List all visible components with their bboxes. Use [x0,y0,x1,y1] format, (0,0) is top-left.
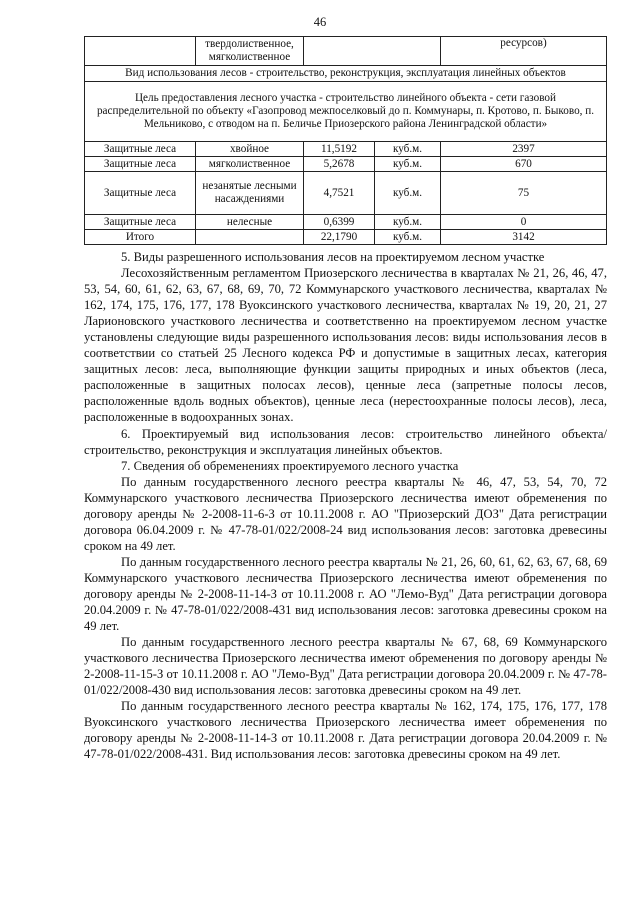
table-cell: нелесные [196,215,304,230]
table-cell: куб.м. [375,157,441,172]
table-cell: 0,6399 [304,215,375,230]
table-cell: незанятые лесными насаждениями [196,172,304,215]
table-row [85,37,607,66]
body-text [84,249,607,763]
table-row [85,172,607,215]
paragraph: По данным государственного лесного реестра кварталы № 46, 47, 53, 54, 70, 72 Коммунарского участкового лесничества Приозерского лесничества имеют обременения по договору аренды № 2-2008-11-6-З от 10.11.2008 г. АО "Приозерский ДОЗ" Дата регистрации договора 06.04.2009 г. № 47-78-01/022/2008-24 вид использования лесов: заготовка древесины сроком на 49 лет. [84,474,607,553]
table-cell: 3142 [441,230,607,245]
table-cell: Защитные леса [85,142,196,157]
section-6-heading: 6. Проектируемый вид использования лесов: строительство линейного объекта/ строительство, реконструкция и эксплуатация линейных объектов. [84,426,607,457]
paragraph: По данным государственного лесного реестра кварталы № 21, 26, 60, 61, 62, 63, 67, 68, 69 Коммунарского участкового лесничества Приозерского лесничества имеют обременения по договору аренды № 2-2008-11-14-З от 10.11.2008 г. АО "Лемо-Вуд" Дата регистрации договора 20.04.2009 г. № 47-78-01/022/2008-431 вид использования лесов: заготовка древесины сроком на 49 лет. [84,554,607,634]
paragraph: По данным государственного лесного реестра кварталы № 67, 68, 69 Коммунарского участкового лесничества Приозерского лесничества имеют обременения по договору аренды № 2-2008-11-15-З от 10.11.2008 г. АО "Лемо-Вуд" Дата регистрации договора 20.04.2009 г. № 47-78-01/022/2008-430 вид использования лесов: заготовка древесины сроком на 49 лет. [84,635,607,698]
table-cell: Защитные леса [85,172,196,215]
table-cell: ресурсов) [441,37,607,66]
table-row [85,157,607,172]
table-cell: Итого [85,230,196,245]
section-5-heading: 5. Виды разрешенного использования лесов на проектируемом лесном участке [121,250,545,264]
table-cell: 4,7521 [304,172,375,215]
table-cell: Защитные леса [85,215,196,230]
table-cell: 75 [441,172,607,215]
paragraph: По данным государственного лесного реестра кварталы № 162, 174, 175, 176, 177, 178 Вуоксинского участкового лесничества Приозерского лесничества имеет обременения по договору аренды № 2-2008-11-14-З от 10.11.2008 г. Дата регистрации договора 20.04.2009 г. № 47-78-01/022/2008-431. Вид использования лесов: заготовка древесины сроком на 49 лет. [84,699,607,762]
usage-row: Вид использования лесов - строительство, реконструкция, эксплуатация линейных объектов [85,66,607,82]
section-7-heading: 7. Сведения об обременениях проектируемого лесного участка [121,458,459,473]
page-number: 46 [313,15,327,29]
table-cell: 5,2678 [304,157,375,172]
table-cell: твердолиственное, мягколиственное [196,37,304,66]
forest-resources-table [84,36,607,245]
table-cell: куб.м. [375,172,441,215]
table-row [85,215,607,230]
table-cell: хвойное [196,142,304,157]
table-cell: куб.м. [375,142,441,157]
table-cell: 2397 [441,142,607,157]
table-total-row [85,230,607,245]
table-cell: 22,1790 [304,230,375,245]
table-cell: куб.м. [375,230,441,245]
table-cell: 670 [441,157,607,172]
paragraph: Лесохозяйственным регламентом Приозерского лесничества в кварталах № 21, 26, 46, 47, 53, 54, 60, 61, 62, 63, 67, 68, 69, 70, 72 Коммунарского участкового лесничества, кварталах № 162, 174, 175, 176, 177, 178 Вуоксинского участкового лесничества, кварталах № 19, 20, 21, 27 Ларионовского участкового лесничества и соответственно на проектируемом лесном участке установлены следующие виды разрешенного использования лесов: виды использования лесов в соответствии со статьей 25 Лесного кодекса РФ и допустимые в защитных лесах, категория защитных лесов: леса, выполняющие функции защиты природных и иных объектов (леса, расположенные в защитных полосах лесов), ценные леса (запретные полосы лесов, расположенные вдоль водных объектов), ценные леса (нерестоохранные полосы лесов), леса, расположенные в водоохранных зонах. [84,266,607,425]
table-cell: 11,5192 [304,142,375,157]
table-row [85,66,607,82]
table-cell: Защитные леса [85,157,196,172]
table-cell: 0 [441,215,607,230]
table-row [85,142,607,157]
table-cell: куб.м. [375,215,441,230]
table-cell: мягколиственное [196,157,304,172]
purpose-row: Цель предоставления лесного участка - строительство линейного объекта - сети газовой распределительной по объекту «Газопровод межпоселковый до п. Коммунары, п. Кротово, п. Быково, п. Мельниково, с отводом на п. Беличье Приозерского района Ленинградской области» [85,82,607,142]
table-row [85,82,607,142]
